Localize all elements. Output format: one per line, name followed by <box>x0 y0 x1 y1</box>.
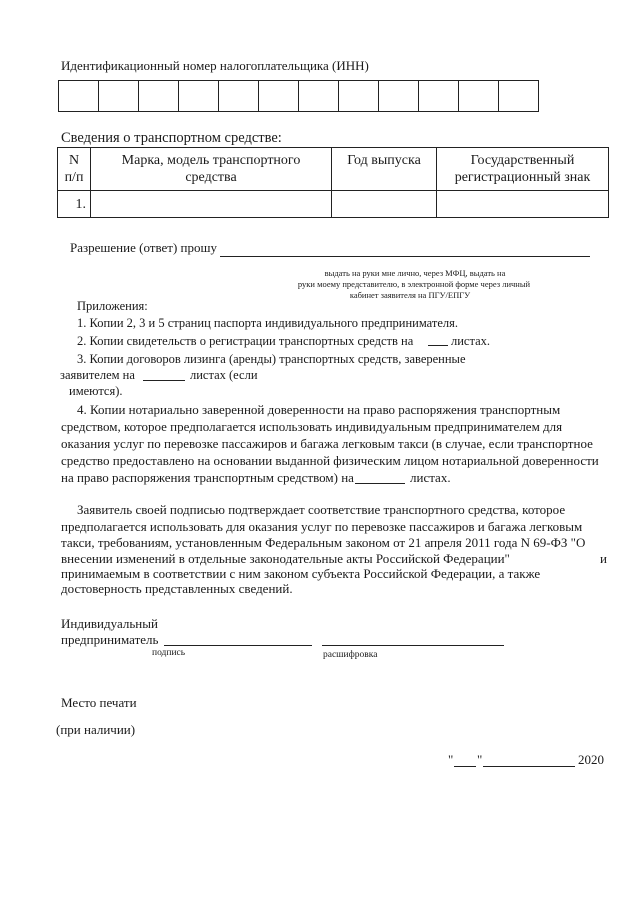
stamp-label: Место печати <box>61 695 137 710</box>
plate-cell[interactable] <box>437 191 609 218</box>
declaration-line2: предполагается использовать для оказания услуг по перевозке пассажиров и багажа легковым <box>61 519 583 534</box>
declaration-line5: принимаемым в соответствии с ним законом субъекта Российской Федерации, а также <box>61 566 541 581</box>
attachments-title: Приложения: <box>77 299 148 313</box>
inn-digit-box[interactable] <box>339 81 379 111</box>
declaration-line3: такси, требованиям, установленным Федеральным законом от 21 апреля 2011 года N 69-ФЗ "О <box>61 535 586 550</box>
item3-pages-field[interactable] <box>143 380 185 381</box>
item4-pages-field[interactable] <box>355 483 405 484</box>
col-header-plate: Государственный регистрационный знак <box>437 148 609 191</box>
row-number: 1. <box>58 191 91 218</box>
model-cell[interactable] <box>91 191 332 218</box>
date-month-field[interactable] <box>483 766 575 767</box>
inn-digit-box[interactable] <box>99 81 139 111</box>
declaration-line4: внесении изменений в отдельные законодательные акты Российской Федерации" <box>61 551 510 566</box>
inn-label: Идентификационный номер налогоплательщика (ИНН) <box>61 58 369 73</box>
attachment-item-4-line5: на право распоряжения транспортным средством) на <box>61 470 354 485</box>
inn-digit-box[interactable] <box>219 81 259 111</box>
decode-caption: расшифровка <box>323 650 378 660</box>
inn-digit-box[interactable] <box>299 81 339 111</box>
permit-label: Разрешение (ответ) прошу <box>70 240 218 255</box>
inn-digit-box[interactable] <box>459 81 499 111</box>
vehicle-section-title: Сведения о транспортном средстве: <box>61 130 282 146</box>
declaration-line6: достоверность представленных сведений. <box>61 581 293 596</box>
attachment-item-4-line1: 4. Копии нотариально заверенной доверенности на право распоряжения транспортным <box>77 402 561 417</box>
attachment-item-4-line3: оказания услуг по перевозке пассажиров и багажа легковым такси (в случае, если транспортное <box>61 436 593 451</box>
date-year: 2020 <box>578 752 604 767</box>
table-row <box>58 191 609 218</box>
attachment-item-2-suffix: листах. <box>451 334 491 348</box>
attachment-item-3: 3. Копии договоров лизинга (аренды) транспортных средств, заверенные <box>77 352 466 366</box>
inn-digit-box[interactable] <box>419 81 459 111</box>
col-header-model: Марка, модель транспортного средства <box>91 148 332 191</box>
permit-note-line2: руки моему представителю, в электронной форме через личный <box>297 279 531 289</box>
attachment-item-3-b: заявителем на <box>60 368 135 382</box>
date-quote-open: " <box>448 752 454 767</box>
date-quote-close: " <box>477 752 483 767</box>
inn-digit-box[interactable] <box>59 81 99 111</box>
item2-pages-field[interactable] <box>428 345 448 346</box>
attachment-item-2: 2. Копии свидетельств о регистрации транспортных средств на <box>77 334 414 348</box>
attachment-item-4-suffix: листах. <box>410 470 451 485</box>
inn-digit-box[interactable] <box>379 81 419 111</box>
year-cell[interactable] <box>332 191 437 218</box>
signature-caption: подпись <box>152 648 186 658</box>
inn-digit-box[interactable] <box>179 81 219 111</box>
permit-field[interactable] <box>220 256 590 257</box>
declaration-line4-end: и <box>600 551 607 566</box>
signer-role-line2: предприниматель <box>61 632 159 647</box>
inn-digit-box[interactable] <box>499 81 539 111</box>
signature-decode-field[interactable] <box>322 645 504 646</box>
signer-role-line1: Индивидуальный <box>61 616 158 631</box>
attachment-item-3-c: листах (если <box>190 368 258 382</box>
col-header-number: N п/п <box>58 148 91 191</box>
inn-digit-box[interactable] <box>139 81 179 111</box>
signature-field[interactable] <box>164 645 312 646</box>
vehicle-table-header <box>58 148 609 191</box>
declaration-line1: Заявитель своей подписью подтверждает соответствие транспортного средства, которое <box>77 502 566 517</box>
permit-note-line1: выдать на руки мне лично, через МФЦ, выдать на <box>324 268 506 278</box>
attachment-item-3-d: имеются). <box>69 384 123 398</box>
permit-note-line3: кабинет заявителя на ПГУ/ЕПГУ <box>349 290 471 300</box>
date-day-field[interactable] <box>454 766 476 767</box>
attachment-item-4-line2: средством, которое предполагается использовать индивидуальным предпринимателем для <box>61 419 563 434</box>
col-header-year: Год выпуска <box>332 148 437 191</box>
stamp-note: (при наличии) <box>56 722 136 737</box>
attachment-item-4-line4: средство предоставлено на основании выданной физическим лицом нотариальной доверенности <box>61 453 599 468</box>
vehicle-table <box>57 147 609 218</box>
inn-boxes[interactable] <box>58 80 539 112</box>
attachment-item-1: 1. Копии 2, 3 и 5 страниц паспорта индивидуального предпринимателя. <box>77 316 459 330</box>
inn-digit-box[interactable] <box>259 81 299 111</box>
